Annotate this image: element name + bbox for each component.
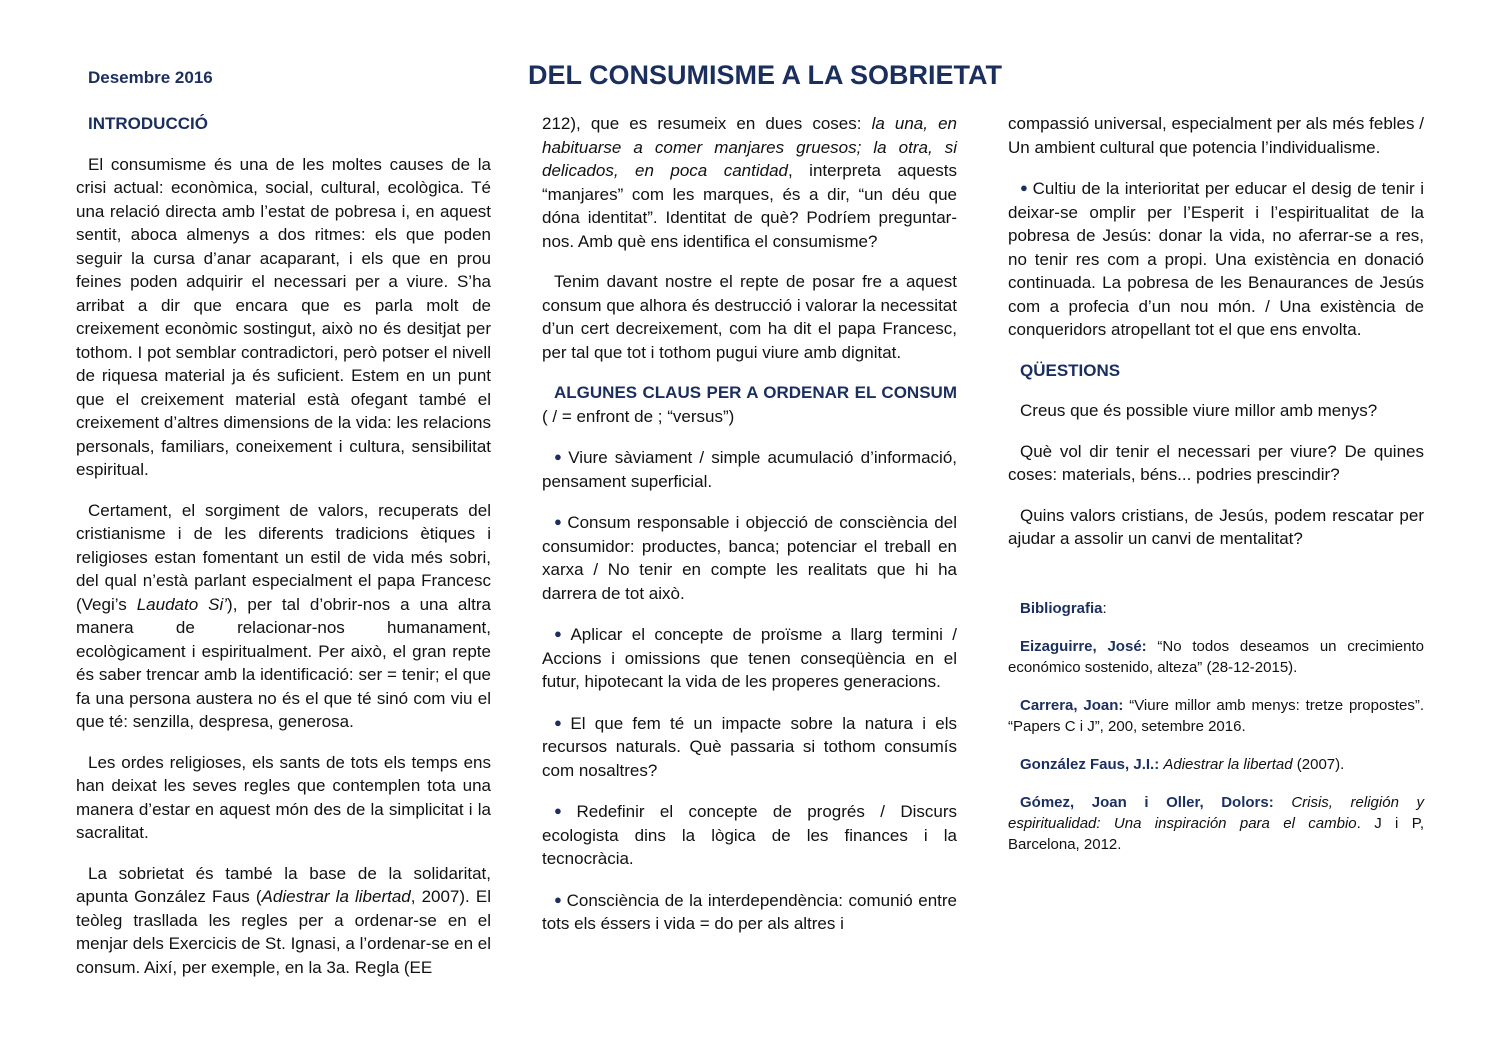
bullet-text: Consum responsable i objecció de consciència del consumidor: productes, banca; potenciar el treball en xarxa / No tenir en compte les realitats que hi ha darrera de tot això. <box>542 513 957 603</box>
claus-note: ( / = enfront de ; “versus”) <box>542 406 735 426</box>
bib-title: Adiestrar la libertad <box>1163 755 1293 773</box>
bib-text: “No todos deseamos un crecimiento económico sostenido, alteza” (28-12-2015). <box>1008 637 1424 676</box>
bullet-item <box>542 799 957 871</box>
text-run: , interpreta aquests “manjares” com les marques, és a dir, “un déu que dóna identitat”. Identitat de què? Podríem preguntar-nos. Amb què ens identifica el consumisme? <box>542 161 958 251</box>
intro-paragraph-3: Les ordes religioses, els sants de tots els temps ens han deixat les seves regles que contemplen tota una manera d’estar en aquest món des de la simplicitat i la sacralitat. <box>76 752 491 842</box>
spacer <box>1008 568 1424 598</box>
bib-text: “Viure millor amb menys: tretze propostes”. “Papers C i J”, 200, setembre 2016. <box>1008 696 1424 735</box>
bib-text: (2007). <box>1292 755 1345 773</box>
bib-author: Carrera, Joan: <box>1020 696 1124 714</box>
bullet-item <box>1008 176 1424 342</box>
bullet-icon: ● <box>554 891 563 907</box>
bib-title: Crisis, religión y espiritualidad: Una inspiración para el cambio <box>1008 793 1425 832</box>
bib-author: Eizaguirre, José: <box>1020 637 1147 655</box>
bibliography-heading-line <box>1008 598 1424 619</box>
document-date: Desembre 2016 <box>88 68 213 87</box>
bibliography-entry <box>1008 695 1424 737</box>
column-introduction <box>76 112 491 996</box>
intro-paragraph-2 <box>76 499 491 734</box>
question-item: Quins valors cristians, de Jesús, podem rescatar per ajudar a assolir un canvi de mentalitat? <box>1008 505 1424 548</box>
text-run: Certament, el sorgiment de valors, recuperats del cristianisme i de les diferents tradicions ètiques i religioses estan fomentant un estil de vida més sobri, del qual n’està parlant especialment el papa Francesc (Vegi’s <box>76 500 491 614</box>
bullet-icon: ● <box>554 803 573 818</box>
continued-paragraph <box>542 112 957 253</box>
italic-title: Laudato Si’ <box>136 594 228 614</box>
bibliography-entry <box>1008 792 1424 855</box>
claus-heading-line <box>542 381 957 428</box>
bibliography-entry <box>1008 636 1424 678</box>
questions-heading: QÜESTIONS <box>1020 360 1121 380</box>
column-right <box>1008 112 1424 872</box>
bib-author: González Faus, J.I.: <box>1020 755 1160 773</box>
bullet-item <box>542 622 957 694</box>
bullet-item <box>542 888 957 936</box>
colon: : <box>1102 599 1107 617</box>
bullet-icon: ● <box>1020 180 1029 195</box>
bullet-icon: ● <box>554 449 565 464</box>
document-title: DEL CONSUMISME A LA SOBRIETAT <box>528 60 1003 90</box>
bib-text: . J i P, Barcelona, 2012. <box>1008 814 1424 853</box>
bullet-text: Consciència de la interdependència: comunió entre tots els éssers i vida = do per als altres i <box>542 890 957 933</box>
intro-paragraph-1: El consumisme és una de les moltes causes de la crisi actual: econòmica, social, cultural, ecològica. Té una relació directa amb l’estat de pobresa i, en aquest sentit, aboca almenys a dos ritmes: els que poden seguir la cursa d’anar acaparant, i els que en prou feines poden adquirir el necessari per a viure. S’ha arribat a dir que encara que es parla molt de creixement econòmic sostingut, això no és desitjat per tothom. I pot semblar contradictori, però potser el nivell de riquesa material ja és suficient. Estem en un punt que el creixement material està ofegant també el creixement d’altres dimensions de la vida: les relacions personals, familiars, coneixement i cultura, sensibilitat espiritual. <box>76 154 491 479</box>
text-run: , 2007). El teòleg trasllada les regles per a ordenar-se en el menjar dels Exercicis de St. Ignasi, a l’ordenar-se en el consum. Així, per exemple, en la 3a. Regla (EE <box>76 887 491 977</box>
bullet-icon: ● <box>554 714 567 730</box>
challenge-paragraph: Tenim davant nostre el repte de posar fre a aquest consum que alhora és destrucció i valorar la necessitat d’un cert decreixement, com ha dit el papa Francesc, per tal que tot i tothom pugui viure amb dignitat. <box>542 272 957 362</box>
intro-paragraph-4 <box>76 862 491 980</box>
claus-heading: ALGUNES CLAUS PER A ORDENAR EL CONSUM <box>554 383 957 402</box>
bullet-item <box>542 711 957 783</box>
intro-heading: INTRODUCCIÓ <box>88 114 208 133</box>
bullet-text: Cultiu de la interioritat per educar el desig de tenir i deixar-se omplir per l’Esperit i l’espiritualitat de la pobresa de Jesús: donar la vida, no aferrar-se a res, no tenir res com a propi. Una existència en donació continuada. La pobresa de les Benaurances de Jesús com a profecia d’un nou món. / Una existència de conqueridors atropellant tot el que ens envolta. <box>1008 179 1424 339</box>
bullet-item <box>542 510 957 605</box>
text-run: ), per tal d’obrir-nos a una altra manera de relacionar-nos humanament, ecològicament i espiritualment. Per això, el gran repte és saber trencar amb la identificació: ser = tenir; el que fa una persona austera no és el que té sinó com viu el que té: senzilla, despresa, generosa. <box>76 594 491 731</box>
bullet-item <box>542 445 957 493</box>
bibliography-heading: Bibliografia <box>1020 599 1103 617</box>
continued-bullet: compassió universal, especialment per als més febles / Un ambient cultural que potencia l’individualisme. <box>1008 114 1424 157</box>
question-item: Què vol dir tenir el necessari per viure? De quines coses: materials, béns... podries prescindir? <box>1008 441 1424 484</box>
bibliography <box>1008 598 1424 855</box>
text-run: La sobrietat és també la base de la solidaritat, apunta González Faus ( <box>76 863 491 906</box>
bullet-text: Redefinir el concepte de progrés / Discurs ecologista dins la lògica de les finances i la tecnocràcia. <box>542 802 957 868</box>
bullet-text: Viure sàviament / simple acumulació d’informació, pensament superficial. <box>542 448 957 491</box>
bullet-icon: ● <box>554 626 567 641</box>
italic-title: Adiestrar la libertad <box>261 887 411 906</box>
bullet-icon: ● <box>554 514 564 529</box>
question-item: Creus que és possible viure millor amb menys? <box>1020 401 1378 420</box>
column-middle <box>542 112 957 953</box>
italic-quote: la una, en habituarse a comer manjares gruesos; la otra, si delicados, en poca cantidad <box>542 114 957 180</box>
bibliography-entry <box>1008 754 1424 775</box>
text-run: 212), que es resumeix en dues coses: <box>542 114 872 133</box>
bib-author: Gómez, Joan i Oller, Dolors: <box>1020 793 1274 811</box>
bullet-text: El que fem té un impacte sobre la natura i els recursos naturals. Què passaria si tothom consumís com nosaltres? <box>542 713 957 780</box>
bullet-text: Aplicar el concepte de proïsme a llarg termini / Accions i omissions que tenen conseqüència en el futur, hipotecant la vida de les properes generacions. <box>542 625 957 691</box>
bib-text <box>1274 794 1292 811</box>
